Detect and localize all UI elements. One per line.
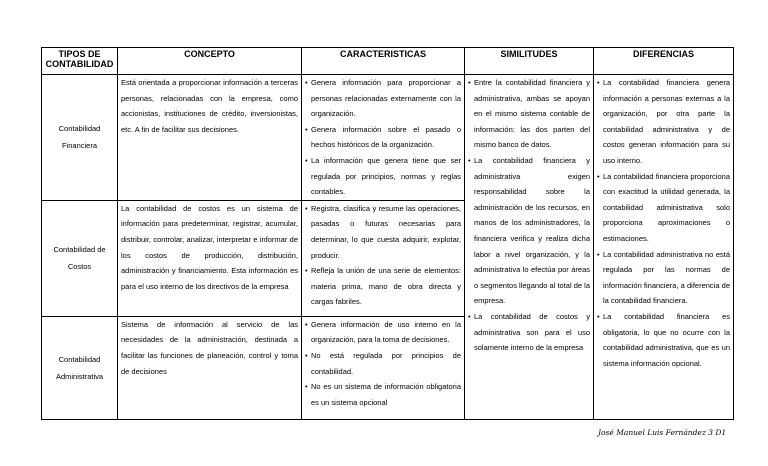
- diferencias-cell: [594, 75, 734, 420]
- similitud-item: • La contabilidad financiera y administrativa exigen responsabilidad sobre la administración de los recursos, en manos de los administradores, la financiera verifica y realiza dicha labor a nivel organización, y la administrativa lo efectúa por áreas o segmentos llegando al total de la empresa.: [468, 153, 590, 309]
- caracteristica-item: • Registra, clasifica y resume las operaciones, pasadas o futuras necesarias para determinar, lo que cuesta adquirir, explotar, producir.: [305, 201, 461, 263]
- caracteristica-item: • Genera información sobre el pasado o hechos históricos de la organización.: [305, 122, 461, 153]
- header-concepto: CONCEPTO: [118, 48, 302, 75]
- tipo-costos: Contabilidad de Costos: [42, 200, 118, 316]
- header-caracteristicas: CARACTERISTICAS: [302, 48, 465, 75]
- header-row: [42, 48, 734, 75]
- author-signature: José Manuel Luis Fernández 3 D1: [598, 428, 727, 437]
- diferencia-item: • La contabilidad financiera proporciona con exactitud la utilidad generada, la contabilidad administrativa solo proporciona aproximaciones o estimaciones.: [597, 169, 730, 247]
- caracteristicas-financiera: [302, 75, 465, 201]
- tipo-financiera: Contabilidad Financiera: [42, 75, 118, 201]
- diferencia-item: • La contabilidad financiera es obligatoria, lo que no ocurre con la contabilidad administrativa, que es un sistema información opcional.: [597, 309, 730, 371]
- row-financiera: [42, 75, 734, 201]
- caracteristica-item: • Genera información para proporcionar a personas relacionadas externamente con la organización.: [305, 75, 461, 122]
- header-similitudes: SIMILITUDES: [465, 48, 594, 75]
- header-diferencias: DIFERENCIAS: [594, 48, 734, 75]
- similitud-item: • La contabilidad de costos y administrativa son para el uso solamente interno de la empresa: [468, 309, 590, 356]
- caracteristica-item: • Genera información de uso interno en la organización, para la toma de decisiones.: [305, 317, 461, 348]
- concepto-financiera: Está orientada a proporcionar información a terceras personas, relacionadas con la empresa, como accionistas, instituciones de crédito, inversionistas, etc. A fin de facilitar sus decisiones.: [118, 75, 302, 201]
- caracteristicas-costos: [302, 200, 465, 316]
- caracteristica-item: • Refleja la unión de una serie de elementos: materia prima, mano de obra directa y cargas fabriles.: [305, 263, 461, 310]
- comparison-table: [41, 47, 734, 420]
- diferencia-item: • La contabilidad administrativa no está regulada por las normas de información financiera, a diferencia de la contabilidad financiera.: [597, 247, 730, 309]
- tipo-administrativa: Contabilidad Administrativa: [42, 316, 118, 419]
- caracteristica-item: • No está regulada por principios de contabilidad.: [305, 348, 461, 379]
- diferencia-item: • La contabilidad financiera genera información a personas externas a la organización, por otra parte la contabilidad administrativa y de costos generan información para su uso interno.: [597, 75, 730, 169]
- caracteristica-item: • La información que genera tiene que ser regulada por principios, normas y reglas contables.: [305, 153, 461, 200]
- caracteristicas-administrativa: [302, 316, 465, 419]
- caracteristica-item: • No es un sistema de información obligatoria es un sistema opcional: [305, 379, 461, 410]
- similitud-item: • Entre la contabilidad financiera y administrativa, ambas se apoyan en el mismo sistema contable de información: las dos parten del mismo banco de datos.: [468, 75, 590, 153]
- concepto-administrativa: Sistema de información al servicio de las necesidades de la administración, destinada a facilitar las funciones de planeación, control y toma de decisiones: [118, 316, 302, 419]
- concepto-costos: La contabilidad de costos es un sistema de información para predeterminar, registrar, acumular, distribuir, controlar, analizar, interpretar e informar de los costos de producción, distribución, administración y financiamiento. Esta información es para el uso interno de los directivos de la empresa: [118, 200, 302, 316]
- header-tipos: TIPOS DE CONTABILIDAD: [42, 48, 118, 75]
- similitudes-cell: [465, 75, 594, 420]
